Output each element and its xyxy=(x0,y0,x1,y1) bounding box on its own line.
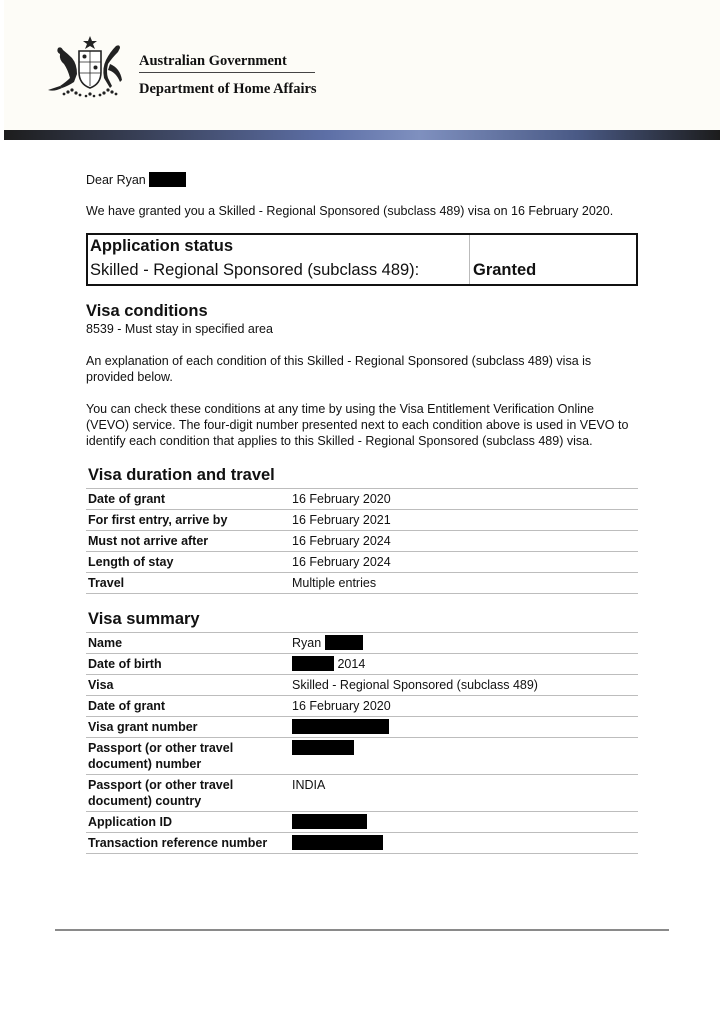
letterhead-divider xyxy=(139,72,315,73)
row-value: Ryan xyxy=(292,636,322,650)
status-label: Skilled - Regional Sponsored (subclass 489): xyxy=(90,261,420,279)
greeting: Dear Ryan xyxy=(86,173,146,187)
table-row xyxy=(86,654,638,675)
row-value: 2014 xyxy=(337,657,366,671)
letterhead xyxy=(4,0,720,132)
redacted-surname xyxy=(325,635,363,650)
row-value: Skilled - Regional Sponsored (subclass 489) xyxy=(292,678,538,692)
row-value: 16 February 2024 xyxy=(292,534,391,548)
status-title: Application status xyxy=(90,237,234,255)
redacted-application-id xyxy=(292,814,367,829)
row-value: 16 February 2024 xyxy=(292,555,391,569)
footer-divider xyxy=(55,929,669,931)
row-label: Travel xyxy=(88,576,125,590)
table-row xyxy=(86,531,638,552)
row-label: Date of grant xyxy=(88,699,166,713)
row-label: Visa grant number xyxy=(88,720,198,734)
row-label: Passport (or other travel document) country xyxy=(88,778,234,808)
row-value-cell xyxy=(290,738,638,775)
table-row xyxy=(86,775,638,812)
table-row xyxy=(86,675,638,696)
status-value: Granted xyxy=(473,261,537,279)
conditions-title: Visa conditions xyxy=(86,302,208,320)
table-row xyxy=(86,552,638,573)
summary-table xyxy=(86,632,638,854)
vevo-paragraph: You can check these conditions at any time by using the Visa Entitlement Verification Online (VEVO) service. The four-digit number presented next to each condition above is used in VEVO to identify each condition that applies to this Skilled - Regional Sponsored (subclass 489) visa. xyxy=(86,402,629,448)
table-row xyxy=(86,717,638,738)
org-name: Australian Government xyxy=(139,53,287,69)
row-value: 16 February 2020 xyxy=(292,492,391,506)
conditions-explanation: An explanation of each condition of this Skilled - Regional Sponsored (subclass 489) visa is provided below. xyxy=(86,354,592,384)
row-label: Transaction reference number xyxy=(88,836,268,850)
row-value-cell xyxy=(290,717,638,738)
intro-paragraph: We have granted you a Skilled - Regional Sponsored (subclass 489) visa on 16 February 2020. xyxy=(86,204,614,218)
greeting-line xyxy=(86,172,638,188)
redacted-surname xyxy=(149,172,186,187)
coat-of-arms-icon xyxy=(46,34,134,98)
row-label: For first entry, arrive by xyxy=(88,513,228,527)
redacted-transaction-ref xyxy=(292,835,383,850)
department-name: Department of Home Affairs xyxy=(139,81,317,97)
duration-table xyxy=(86,488,638,594)
row-label: Passport (or other travel document) number xyxy=(88,741,234,771)
duration-title: Visa duration and travel xyxy=(88,466,275,484)
row-label: Name xyxy=(88,636,123,650)
table-row xyxy=(86,633,638,654)
row-label: Must not arrive after xyxy=(88,534,209,548)
table-row xyxy=(86,510,638,531)
application-status-box xyxy=(86,233,638,286)
row-value-cell xyxy=(290,633,638,654)
row-value: 16 February 2020 xyxy=(292,699,391,713)
table-row xyxy=(86,696,638,717)
letter-body xyxy=(86,172,638,854)
row-label: Date of grant xyxy=(88,492,166,506)
summary-title: Visa summary xyxy=(88,610,200,628)
row-label: Length of stay xyxy=(88,555,174,569)
table-row xyxy=(86,489,638,510)
row-label: Date of birth xyxy=(88,657,162,671)
header-band xyxy=(4,130,720,140)
table-row xyxy=(86,573,638,594)
row-label: Application ID xyxy=(88,815,173,829)
redacted-birth-date xyxy=(292,656,334,671)
table-row xyxy=(86,833,638,854)
table-row xyxy=(86,738,638,775)
row-value-cell xyxy=(290,833,638,854)
row-value-cell xyxy=(290,812,638,833)
status-divider xyxy=(469,235,470,284)
row-value: 16 February 2021 xyxy=(292,513,391,527)
redacted-grant-number xyxy=(292,719,389,734)
row-value-cell xyxy=(290,654,638,675)
condition-item: 8539 - Must stay in specified area xyxy=(86,322,273,336)
redacted-passport-number xyxy=(292,740,354,755)
row-label: Visa xyxy=(88,678,114,692)
row-value: INDIA xyxy=(292,778,326,792)
row-value: Multiple entries xyxy=(292,576,377,590)
table-row xyxy=(86,812,638,833)
